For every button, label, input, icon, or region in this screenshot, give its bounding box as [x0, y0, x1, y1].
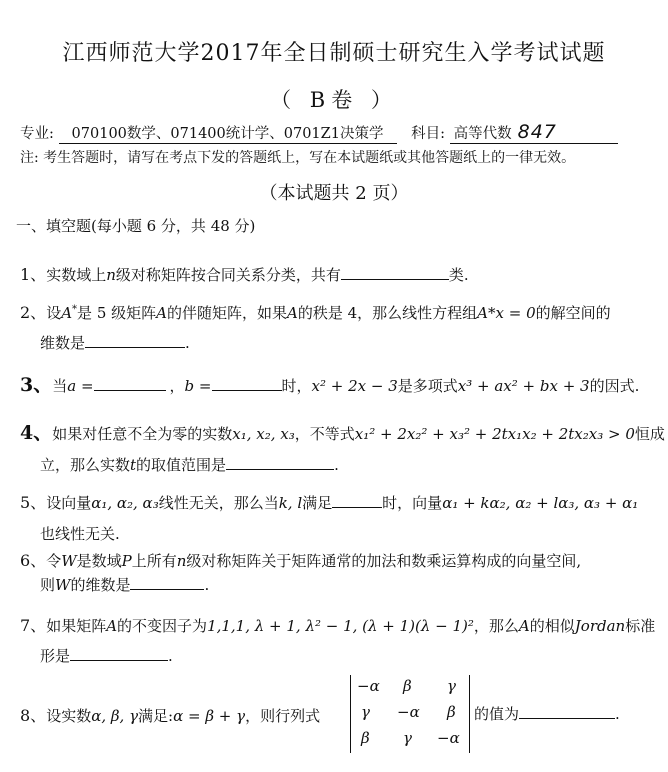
question-2-line-2: 维数是 . [40, 334, 190, 352]
question-8: 8、设实数α, β, γ满足:α = β + γ，则行列式 [20, 706, 321, 725]
page-count: （本试题共 2 页） [259, 183, 409, 204]
major-label: 专业: [20, 126, 54, 142]
exam-note: 注: 考生答题时，请写在考点下发的答题纸上，写在本试题纸或其他答题纸上的一律无效。 [20, 150, 576, 166]
det-cell: β [361, 729, 370, 747]
question-number: 5、 [20, 493, 47, 512]
answer-blank [85, 333, 185, 348]
section-heading: 一、填空题(每小题 6 分，共 48 分) [16, 217, 256, 235]
question-number: 4、 [20, 422, 53, 444]
question-7-line-2: 形是 . [40, 647, 173, 665]
question-7: 7、如果矩阵A的不变因子为1,1,1, λ + 1, λ² − 1, (λ + 1)(λ − 1)²，那么A的相似Jordan标准 [20, 616, 656, 635]
det-cell: −α [357, 677, 380, 695]
answer-blank [70, 646, 168, 661]
question-number: 6、 [20, 551, 47, 570]
answer-blank [94, 376, 166, 391]
exam-title: 江西师范大学2017年全日制硕士研究生入学考试试题 [62, 41, 606, 66]
question-number: 7、 [20, 616, 47, 635]
major-value: 070100数学、071400统计学、0701Z1决策学 [59, 122, 397, 144]
answer-blank [226, 455, 334, 470]
paper-version: （ B卷 ） [270, 88, 398, 112]
det-cell: −α [397, 703, 420, 721]
subject-value: 高等代数 [453, 126, 512, 142]
question-5: 5、设向量α₁, α₂, α₃线性无关，那么当k, l满足 时，向量α₁ + kα₂, α₂ + lα₃, α₃ + α₁ [20, 493, 639, 512]
det-cell: β [447, 703, 456, 721]
determinant-matrix [350, 675, 470, 753]
question-2: 2、设A*是 5 级矩阵A的伴随矩阵，如果A的秩是 4，那么线性方程组A*x = 0的解空间的 [20, 303, 611, 322]
subject-field [450, 121, 618, 144]
question-number: 2、 [20, 303, 47, 322]
question-1: 1、实数域上n级对称矩阵按合同关系分类，共有 类. [20, 265, 469, 284]
question-5-line-2: 也线性无关. [40, 525, 120, 543]
question-number: 3、 [20, 374, 53, 396]
answer-blank [212, 376, 282, 391]
question-number: 8、 [20, 706, 47, 725]
question-8-answer: 的值为 . [474, 705, 620, 723]
answer-blank [130, 575, 204, 590]
question-6-line-2: 则W的维数是 . [40, 576, 210, 594]
det-cell: β [403, 677, 412, 695]
det-cell: γ [403, 729, 412, 747]
subject-code-handwritten: 847 [517, 121, 557, 143]
question-6: 6、令W是数域P上所有n级对称矩阵关于矩阵通常的加法和数乘运算构成的向量空间, [20, 551, 582, 570]
det-cell: γ [447, 677, 456, 695]
det-cell: γ [361, 703, 370, 721]
answer-blank [519, 704, 615, 719]
question-number: 1、 [20, 265, 47, 284]
answer-blank [341, 265, 449, 280]
question-4: 4、如果对任意不全为零的实数x₁, x₂, x₃，不等式x₁² + 2x₂² + x₃² + 2tx₁x₂ + 2tx₂x₃ > 0恒成 [20, 422, 665, 444]
question-4-line-2: 立，那么实数t的取值范围是 . [40, 456, 339, 474]
subject-label: 科目: [411, 126, 445, 142]
det-cell: −α [437, 729, 460, 747]
answer-blank [332, 493, 382, 508]
exam-meta [20, 121, 618, 144]
question-3: 3、当a = ，b = 时，x² + 2x − 3是多项式x³ + ax² + bx + 3的因式. [20, 374, 640, 396]
